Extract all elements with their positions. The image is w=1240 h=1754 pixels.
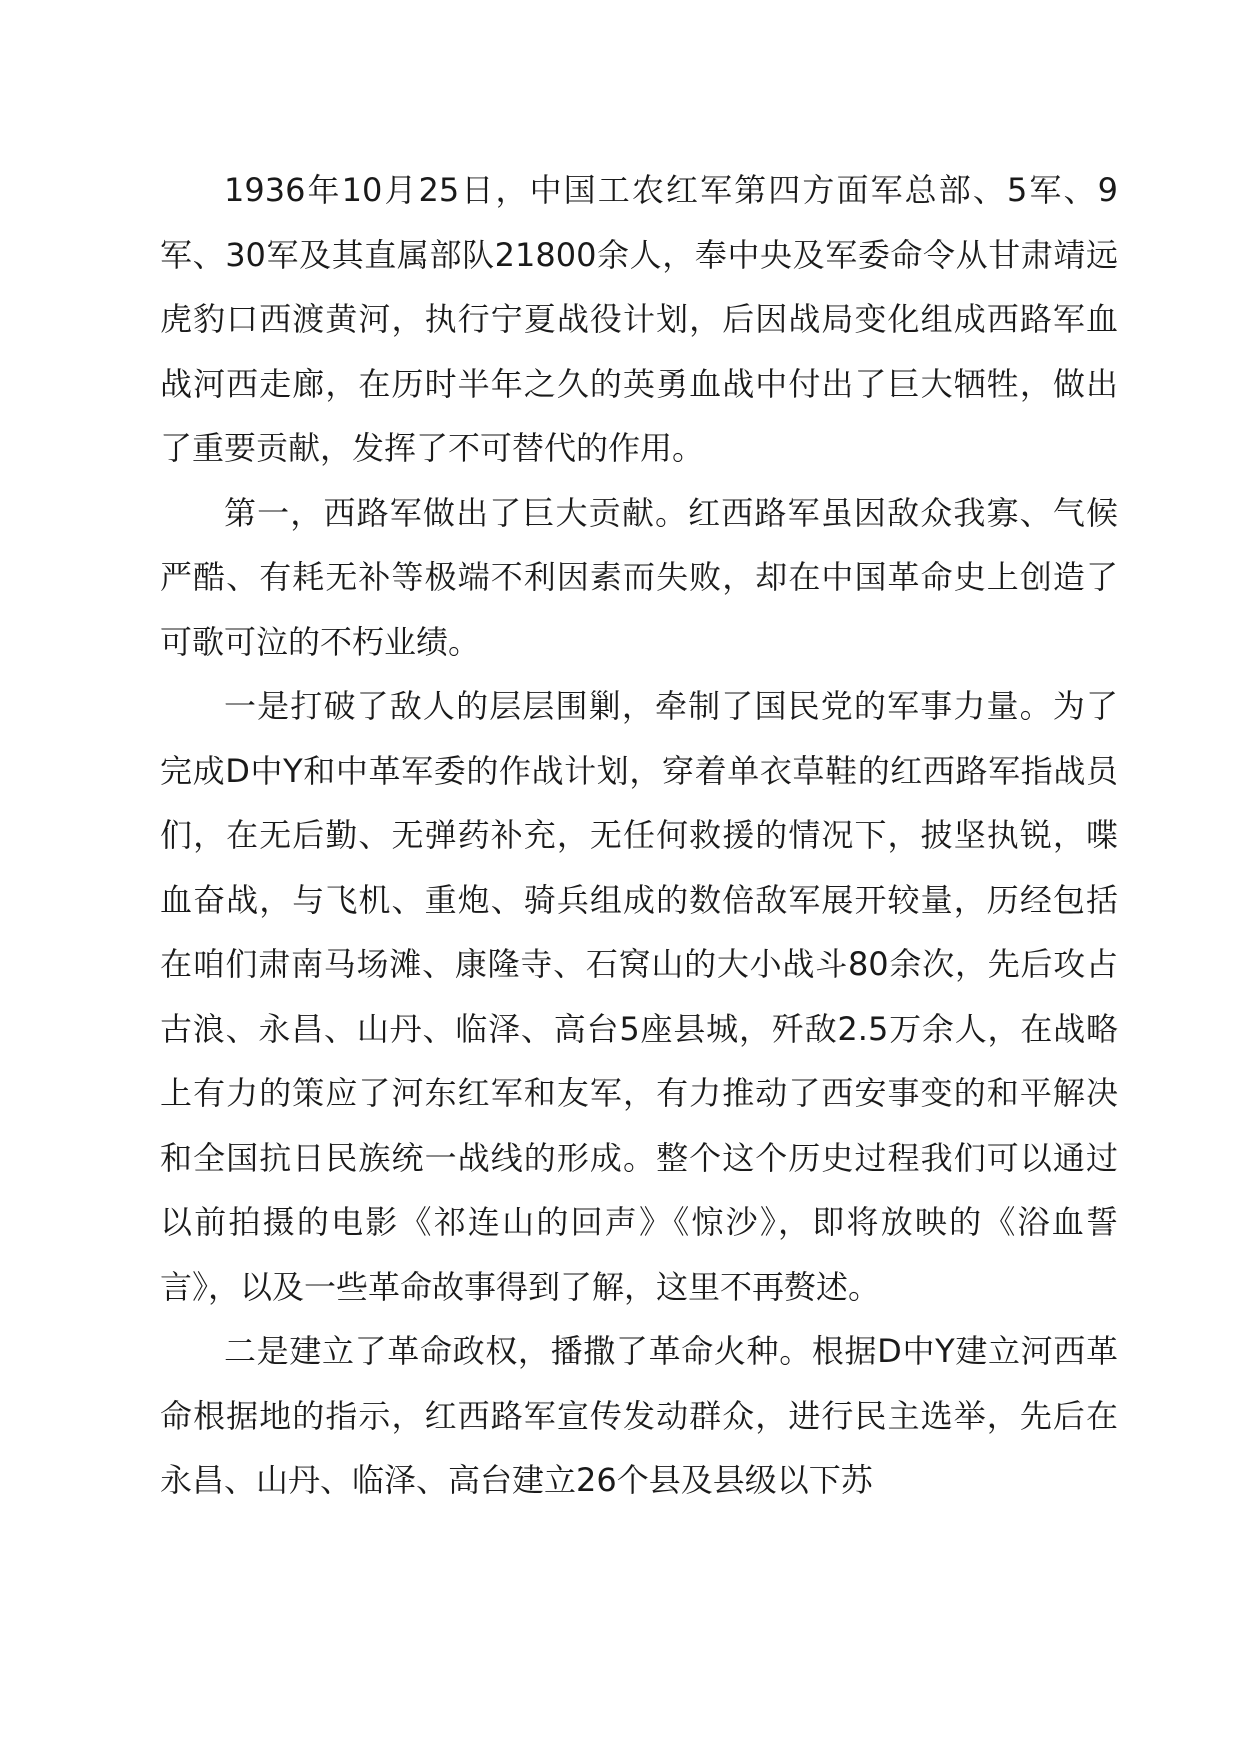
- document-body: [160, 158, 1118, 1513]
- paragraph-intro: 1936年10月25日，中国工农红军第四方面军总部、5军、9军、30军及其直属部队21800余人，奉中央及军委命令从甘肃靖远虎豹口西渡黄河，执行宁夏战役计划，后因战局变化组成西路军血战河西走廊，在历时半年之久的英勇血战中付出了巨大牺牲，做出了重要贡献，发挥了不可替代的作用。: [160, 171, 1118, 467]
- paragraph-point-one: 一是打破了敌人的层层围剿，牵制了国民党的军事力量。为了完成D中Y和中革军委的作战计划，穿着单衣草鞋的红西路军指战员们，在无后勤、无弹药补充，无任何救援的情况下，披坚执锐，喋血奋战，与飞机、重炮、骑兵组成的数倍敌军展开较量，历经包括在咱们肃南马场滩、康隆寺、石窝山的大小战斗80余次，先后攻占古浪、永昌、山丹、临泽、高台5座县城，歼敌2.5万余人，在战略上有力的策应了河东红军和友军，有力推动了西安事变的和平解决和全国抗日民族统一战线的形成。整个这个历史过程我们可以通过以前拍摄的电影《祁连山的回声》《惊沙》，即将放映的《浴血誓言》，以及一些革命故事得到了解，这里不再赘述。: [160, 687, 1118, 1306]
- paragraph-first-point: 第一，西路军做出了巨大贡献。红西路军虽因敌众我寡、气候严酷、有耗无补等极端不利因素而失败，却在中国革命史上创造了可歌可泣的不朽业绩。: [160, 493, 1118, 661]
- paragraph-point-two: 二是建立了革命政权，播撒了革命火种。根据D中Y建立河西革命根据地的指示，红西路军宣传发动群众，进行民主选举，先后在永昌、山丹、临泽、高台建立26个县及县级以下苏: [160, 1332, 1118, 1499]
